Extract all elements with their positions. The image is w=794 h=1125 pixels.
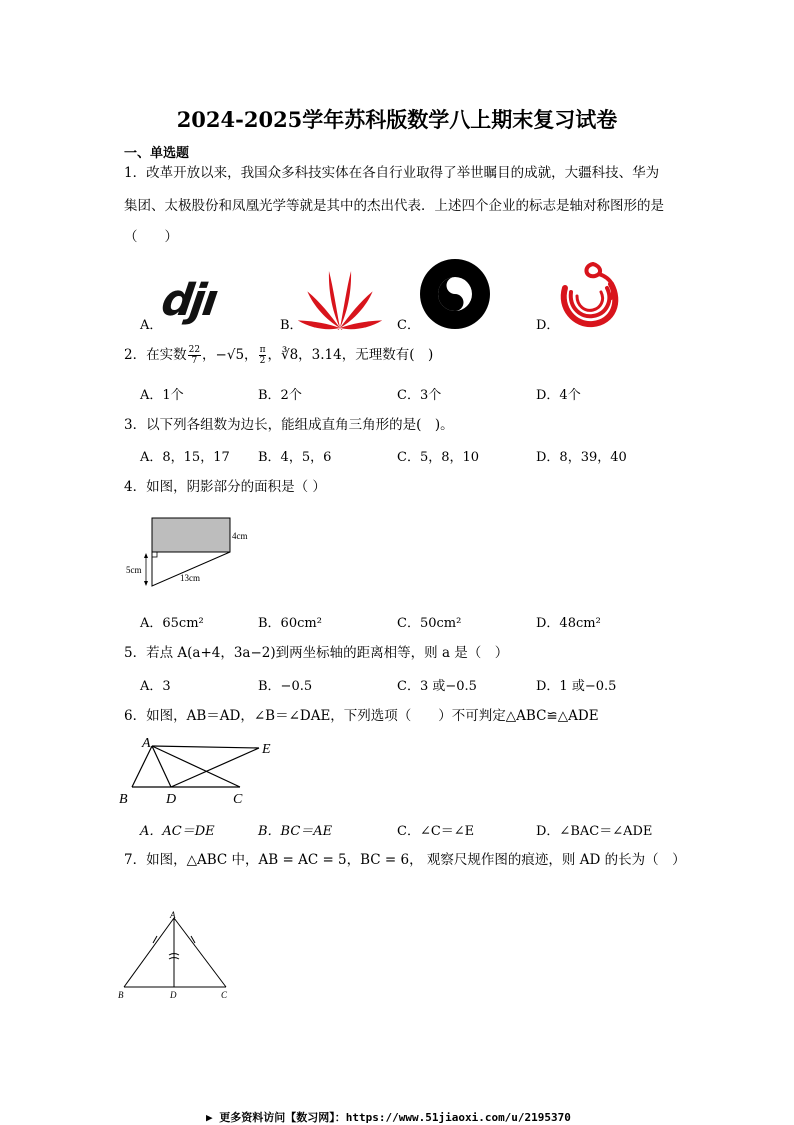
q6-stem: 6．如图，AB＝AD，∠B＝∠DAE，下列选项（ ）不可判定△ABC≌△ADE	[124, 708, 599, 724]
q3-option-a: A．8，15，17	[140, 450, 230, 465]
q5-option-b: B．−0.5	[258, 679, 313, 694]
q2-frac1-num: 22	[188, 345, 201, 355]
q2-stem-part2: ，−√5，	[202, 347, 258, 363]
dji-logo	[158, 275, 280, 326]
section-heading: 一、单选题	[124, 146, 190, 161]
q3-option-c: C．5，8，10	[397, 450, 480, 465]
q1-option-d: D．	[536, 318, 560, 333]
q2-option-c: C．3个	[397, 388, 442, 403]
q2-stem-part3: ，∛8，3.14，无理数有( )	[267, 347, 434, 363]
q1-line2: 集团、太极股份和凤凰光学等就是其中的杰出代表．上述四个企业的标志是轴对称图形的是	[124, 198, 664, 214]
q6-option-c: C．∠C＝∠E	[397, 824, 475, 839]
q6-label-a: A	[142, 736, 151, 751]
q4-label-5cm: 5cm	[126, 565, 142, 575]
q5-option-d: D．1 或−0.5	[536, 679, 617, 694]
dji-logo-text: djı	[158, 275, 219, 326]
q2-frac2-den: 2	[259, 356, 266, 366]
q2-frac1-den: 7	[191, 356, 198, 366]
q7-stem: 7．如图，△ABC 中，AB = AC = 5，BC = 6， 观察尺规作图的痕迹，则 AD 的长为（ ）	[124, 852, 686, 868]
q6-option-a: A．AC＝DE	[140, 824, 215, 839]
taiji-logo	[419, 258, 491, 330]
q1-line1: 1．改革开放以来，我国众多科技实体在各自行业取得了举世瞩目的成就，大疆科技、华为	[124, 165, 660, 181]
q2-stem-pre: 2．在实数	[124, 347, 187, 363]
q4-label-13cm: 13cm	[180, 573, 200, 583]
q6-label-e: E	[262, 742, 271, 757]
huawei-logo	[298, 264, 382, 330]
q3-option-b: B．4，5，6	[258, 450, 332, 465]
q2-frac2-num: π	[259, 345, 266, 355]
q4-option-d: D．48cm²	[536, 616, 601, 631]
shaded-rectangle	[152, 518, 230, 552]
q6-label-c: C	[233, 792, 243, 807]
q4-option-c: C．50cm²	[397, 616, 462, 631]
q5-option-a: A．3	[140, 679, 171, 694]
q2-option-a: A．1个	[140, 388, 184, 403]
q7-figure	[114, 908, 240, 1002]
q7-label-d: D	[170, 990, 177, 1000]
q1-option-a: A．	[140, 318, 163, 333]
q7-label-a: A	[170, 910, 176, 920]
q6-label-d: D	[166, 792, 177, 807]
q6-figure	[116, 734, 286, 808]
q7-label-c: C	[221, 990, 228, 1000]
q6-label-b: B	[119, 792, 128, 807]
q5-option-c: C．3 或−0.5	[397, 679, 477, 694]
q6-option-d: D．∠BAC＝∠ADE	[536, 824, 653, 839]
q4-figure	[124, 510, 264, 592]
phoenix-logo	[555, 258, 625, 330]
q1-line3: （ ）	[124, 229, 178, 245]
q5-stem: 5．若点 A(a+4，3a−2)到两坐标轴的距离相等，则 a 是（ ）	[124, 645, 509, 661]
footer-link[interactable]: ▶ 更多资料访问【数习网】：https://www.51jiaoxi.com/u/2195370	[206, 1111, 571, 1124]
q7-label-b: B	[118, 990, 124, 1000]
q3-stem: 3．以下列各组数为边长，能组成直角三角形的是( )。	[124, 417, 454, 433]
q4-stem: 4．如图，阴影部分的面积是（ ）	[124, 479, 326, 495]
q2-fraction-1	[188, 345, 201, 366]
q2-option-b: B．2个	[258, 388, 302, 403]
q6-option-b: B．BC＝AE	[258, 824, 333, 839]
q4-option-b: B．60cm²	[258, 616, 322, 631]
q2-fraction-2	[259, 345, 267, 366]
q4-option-a: A．65cm²	[140, 616, 204, 631]
q2-stem	[124, 345, 684, 366]
q1-option-b: B．	[280, 318, 303, 333]
q2-option-d: D．4个	[536, 388, 581, 403]
q1-option-c: C．	[397, 318, 420, 333]
q3-option-d: D．8，39，40	[536, 450, 627, 465]
page-title: 2024-2025学年苏科版数学八上期末复习试卷	[176, 107, 618, 132]
q4-label-4cm: 4cm	[232, 531, 248, 541]
